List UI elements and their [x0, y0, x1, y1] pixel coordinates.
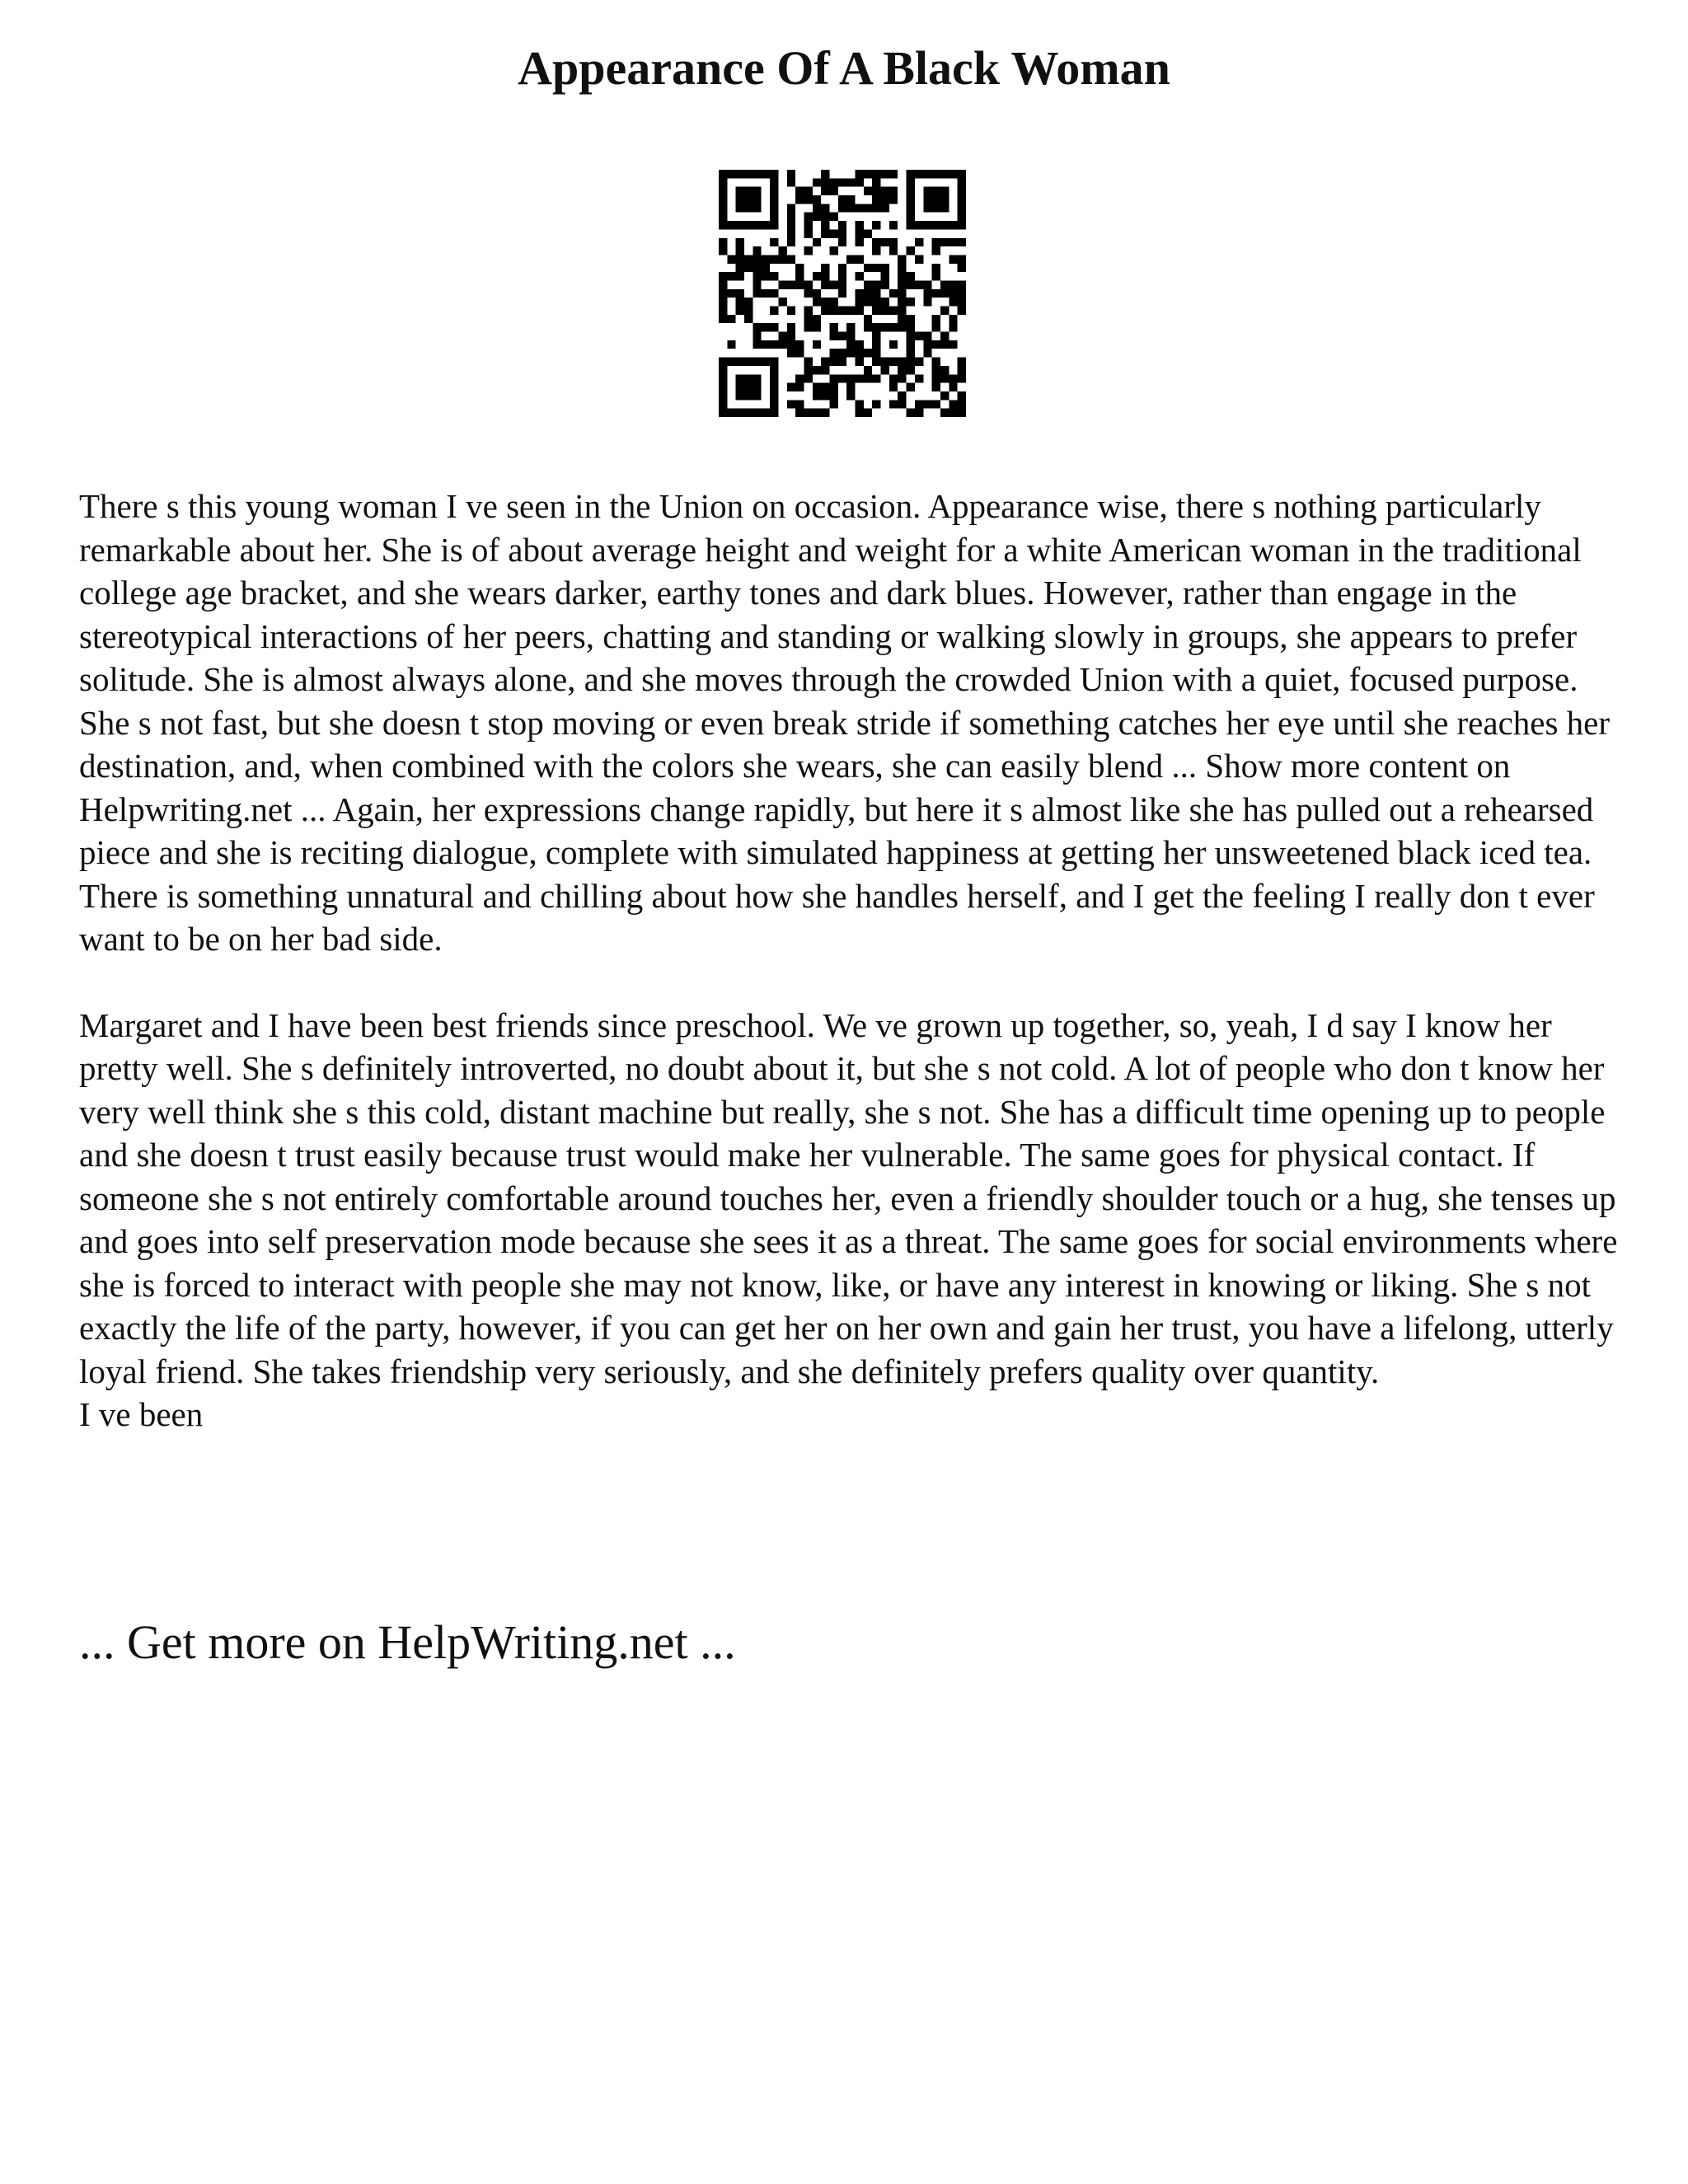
paragraph-spacer: [79, 961, 1629, 1004]
page-title: Appearance Of A Black Woman: [518, 41, 1170, 95]
article-body: [79, 485, 1629, 1436]
article-paragraph-2: Margaret and I have been best friends since preschool. We ve grown up together, so, yeah, I d say I know her pretty well. She s definitely introverted, no doubt about it, but she s not cold. A lot of people who don t know her very well think she s this cold, distant machine but really, she s not. She has a difficult time opening up to people and she doesn t trust easily because trust would make her vulnerable. The same goes for physical contact. If someone she s not entirely comfortable around touches her, even a friendly shoulder touch or a hug, she tenses up and goes into self preservation mode because she sees it as a threat. The same goes for social environments where she is forced to interact with people she may not know, like, or have any interest in knowing or liking. She s not exactly the life of the party, however, if you can get her on her own and gain her trust, you have a lifelong, utterly loyal friend. She takes friendship very seriously, and she definitely prefers quality over quantity.: [79, 1005, 1618, 1390]
get-more-link[interactable]: ... Get more on HelpWriting.net ...: [79, 1615, 736, 1669]
qr-code-icon: [719, 170, 966, 417]
trailing-fragment: I ve been: [79, 1395, 204, 1433]
article-paragraph-1: There s this young woman I ve seen in the Union on occasion. Appearance wise, there s nothing particularly remarkable about her. She is of about average height and weight for a white American woman in the traditional college age bracket, and she wears darker, earthy tones and dark blues. However, rather than engage in the stereotypical interactions of her peers, chatting and standing or walking slowly in groups, she appears to prefer solitude. She is almost always alone, and she moves through the crowded Union with a quiet, focused purpose. She s not fast, but she doesn t stop moving or even break stride if something catches her eye until she reaches her destination, and, when combined with the colors she wears, she can easily blend ... Show more content on Helpwriting.net ... Again, her expressions change rapidly, but here it s almost like she has pulled out a rehearsed piece and she is reciting dialogue, complete with simulated happiness at getting her unsweetened black iced tea. There is something unnatural and chilling about how she handles herself, and I get the feeling I really don t ever want to be on her bad side.: [79, 487, 1611, 958]
